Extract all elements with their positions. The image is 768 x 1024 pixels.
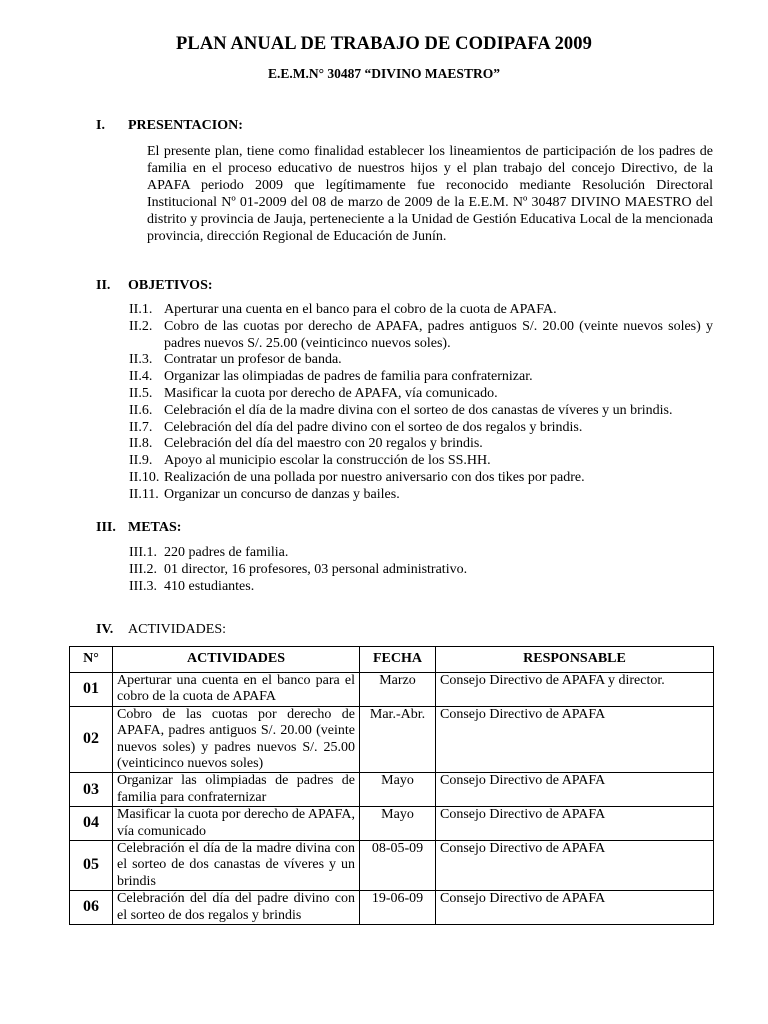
list-item xyxy=(129,386,713,403)
row-number: 03 xyxy=(70,773,113,807)
list-item-number: II.9. xyxy=(129,453,153,469)
table-row xyxy=(70,807,714,841)
list-item xyxy=(129,302,713,319)
list-item-text: Realización de una pollada por nuestro aniversario con dos tikes por padre. xyxy=(164,469,585,485)
list-item-number: II.1. xyxy=(129,302,153,317)
list-item-number: II.4. xyxy=(129,369,153,385)
section-number: III. xyxy=(96,520,116,535)
document-title: PLAN ANUAL DE TRABAJO DE CODIPAFA 2009 xyxy=(176,34,592,54)
row-fecha: Mayo xyxy=(360,807,436,841)
row-number: 02 xyxy=(70,706,113,773)
list-item-text: Organizar las olimpiadas de padres de familia para confraternizar. xyxy=(164,369,533,385)
section-actividades-heading xyxy=(96,622,226,638)
list-item xyxy=(129,352,713,369)
table-row xyxy=(70,673,714,707)
header-number: N° xyxy=(70,647,113,673)
header-responsable: RESPONSABLE xyxy=(436,647,714,673)
list-item-number: III.2. xyxy=(129,561,157,577)
list-item-number: II.5. xyxy=(129,385,153,401)
table-row xyxy=(70,841,714,891)
table-row xyxy=(70,891,714,925)
list-item-number: II.8. xyxy=(129,436,153,452)
list-item xyxy=(129,579,713,596)
row-actividad: Celebración el día de la madre divina con el sorteo de dos canastas de víveres y un brindis xyxy=(113,841,360,891)
list-item-text: Organizar un concurso de danzas y bailes. xyxy=(164,486,400,502)
activities-table xyxy=(69,646,714,925)
list-item-text: Cobro de las cuotas por derecho de APAFA, padres antiguos S/. 20.00 (veinte nuevos soles) y padres nuevos S/. 25.00 (veinticinco nuevos soles). xyxy=(164,318,713,351)
row-fecha: Mar.-Abr. xyxy=(360,706,436,773)
row-responsable: Consejo Directivo de APAFA xyxy=(436,841,714,891)
section-number: IV. xyxy=(96,622,114,637)
list-item-number: II.2. xyxy=(129,318,153,334)
row-fecha: 19-06-09 xyxy=(360,891,436,925)
table-row xyxy=(70,706,714,773)
list-item xyxy=(129,487,713,504)
list-item xyxy=(129,319,713,353)
section-number: II. xyxy=(96,278,111,293)
row-fecha: 08-05-09 xyxy=(360,841,436,891)
presentacion-paragraph: El presente plan, tiene como finalidad establecer los lineamientos de participación de los padres de familia en el proceso educativo de nuestros hijos y el plan trabajo del concejo Directivo, de la APAFA periodo 2009 que legítimamente fue reconocido mediante Resolución Directoral Institucional Nº 01-2009 del 08 de marzo de 2009 de la E.E.M. Nº 30487 DIVINO MAESTRO del distrito y provincia de Jauja, perteneciente a la Unidad de Gestión Educativa Local de la mencionada provincia, dirección Regional de Educación de Junín. xyxy=(147,144,713,244)
section-presentacion-heading xyxy=(96,118,243,134)
list-item-text: Celebración del día del padre divino con el sorteo de dos regalos y brindis. xyxy=(164,419,583,435)
row-number: 04 xyxy=(70,807,113,841)
row-fecha: Mayo xyxy=(360,773,436,807)
section-metas-heading xyxy=(96,520,181,536)
list-item xyxy=(129,470,713,487)
table-header-row xyxy=(70,647,714,673)
row-responsable: Consejo Directivo de APAFA y director. xyxy=(436,673,714,707)
list-item-text: Apoyo al municipio escolar la construcción de los SS.HH. xyxy=(164,453,491,469)
list-item xyxy=(129,369,713,386)
list-item xyxy=(129,403,713,420)
list-item-number: III.1. xyxy=(129,545,157,560)
list-item-text: 01 director, 16 profesores, 03 personal administrativo. xyxy=(164,561,468,577)
document-subtitle: E.E.M.N° 30487 “DIVINO MAESTRO” xyxy=(268,66,500,81)
header-fecha: FECHA xyxy=(360,647,436,673)
row-actividad: Aperturar una cuenta en el banco para el cobro de la cuota de APAFA xyxy=(113,673,360,707)
row-actividad: Celebración del día del padre divino con el sorteo de dos regalos y brindis xyxy=(113,891,360,925)
section-title: METAS: xyxy=(128,520,182,535)
list-item-number: III.3. xyxy=(129,578,157,594)
metas-list xyxy=(129,545,713,595)
row-actividad: Cobro de las cuotas por derecho de APAFA, padres antiguos S/. 20.00 (veinte nuevos soles) y padres nuevos S/. 25.00 (veinticinco nuevos soles) xyxy=(113,706,360,773)
list-item-text: Celebración el día de la madre divina con el sorteo de dos canastas de víveres y un brindis. xyxy=(164,402,673,418)
section-title: ACTIVIDADES: xyxy=(128,622,226,637)
row-actividad: Masificar la cuota por derecho de APAFA, vía comunicado xyxy=(113,807,360,841)
row-responsable: Consejo Directivo de APAFA xyxy=(436,706,714,773)
list-item xyxy=(129,562,713,579)
section-title: PRESENTACION: xyxy=(128,118,243,133)
activities-table-body xyxy=(70,673,714,925)
list-item-text: Contratar un profesor de banda. xyxy=(164,352,342,368)
section-objetivos-heading xyxy=(96,278,213,294)
list-item-number: II.11. xyxy=(129,486,159,502)
table-row xyxy=(70,773,714,807)
row-number: 01 xyxy=(70,673,113,707)
objetivos-list xyxy=(129,302,713,504)
list-item-number: II.7. xyxy=(129,419,153,435)
section-number: I. xyxy=(96,118,105,133)
list-item xyxy=(129,545,713,562)
list-item-text: Masificar la cuota por derecho de APAFA, vía comunicado. xyxy=(164,385,498,401)
list-item xyxy=(129,420,713,437)
row-responsable: Consejo Directivo de APAFA xyxy=(436,773,714,807)
row-number: 05 xyxy=(70,841,113,891)
row-actividad: Organizar las olimpiadas de padres de familia para confraternizar xyxy=(113,773,360,807)
list-item-number: II.10. xyxy=(129,469,160,485)
row-responsable: Consejo Directivo de APAFA xyxy=(436,891,714,925)
list-item-text: Celebración del día del maestro con 20 regalos y brindis. xyxy=(164,436,483,452)
list-item-text: 220 padres de familia. xyxy=(164,545,289,560)
row-fecha: Marzo xyxy=(360,673,436,707)
list-item-text: 410 estudiantes. xyxy=(164,578,255,594)
list-item xyxy=(129,436,713,453)
list-item-number: II.3. xyxy=(129,352,153,368)
list-item-number: II.6. xyxy=(129,402,153,418)
row-responsable: Consejo Directivo de APAFA xyxy=(436,807,714,841)
row-number: 06 xyxy=(70,891,113,925)
section-title: OBJETIVOS: xyxy=(128,278,213,293)
list-item-text: Aperturar una cuenta en el banco para el cobro de la cuota de APAFA. xyxy=(164,302,557,317)
header-actividades: ACTIVIDADES xyxy=(113,647,360,673)
list-item xyxy=(129,453,713,470)
